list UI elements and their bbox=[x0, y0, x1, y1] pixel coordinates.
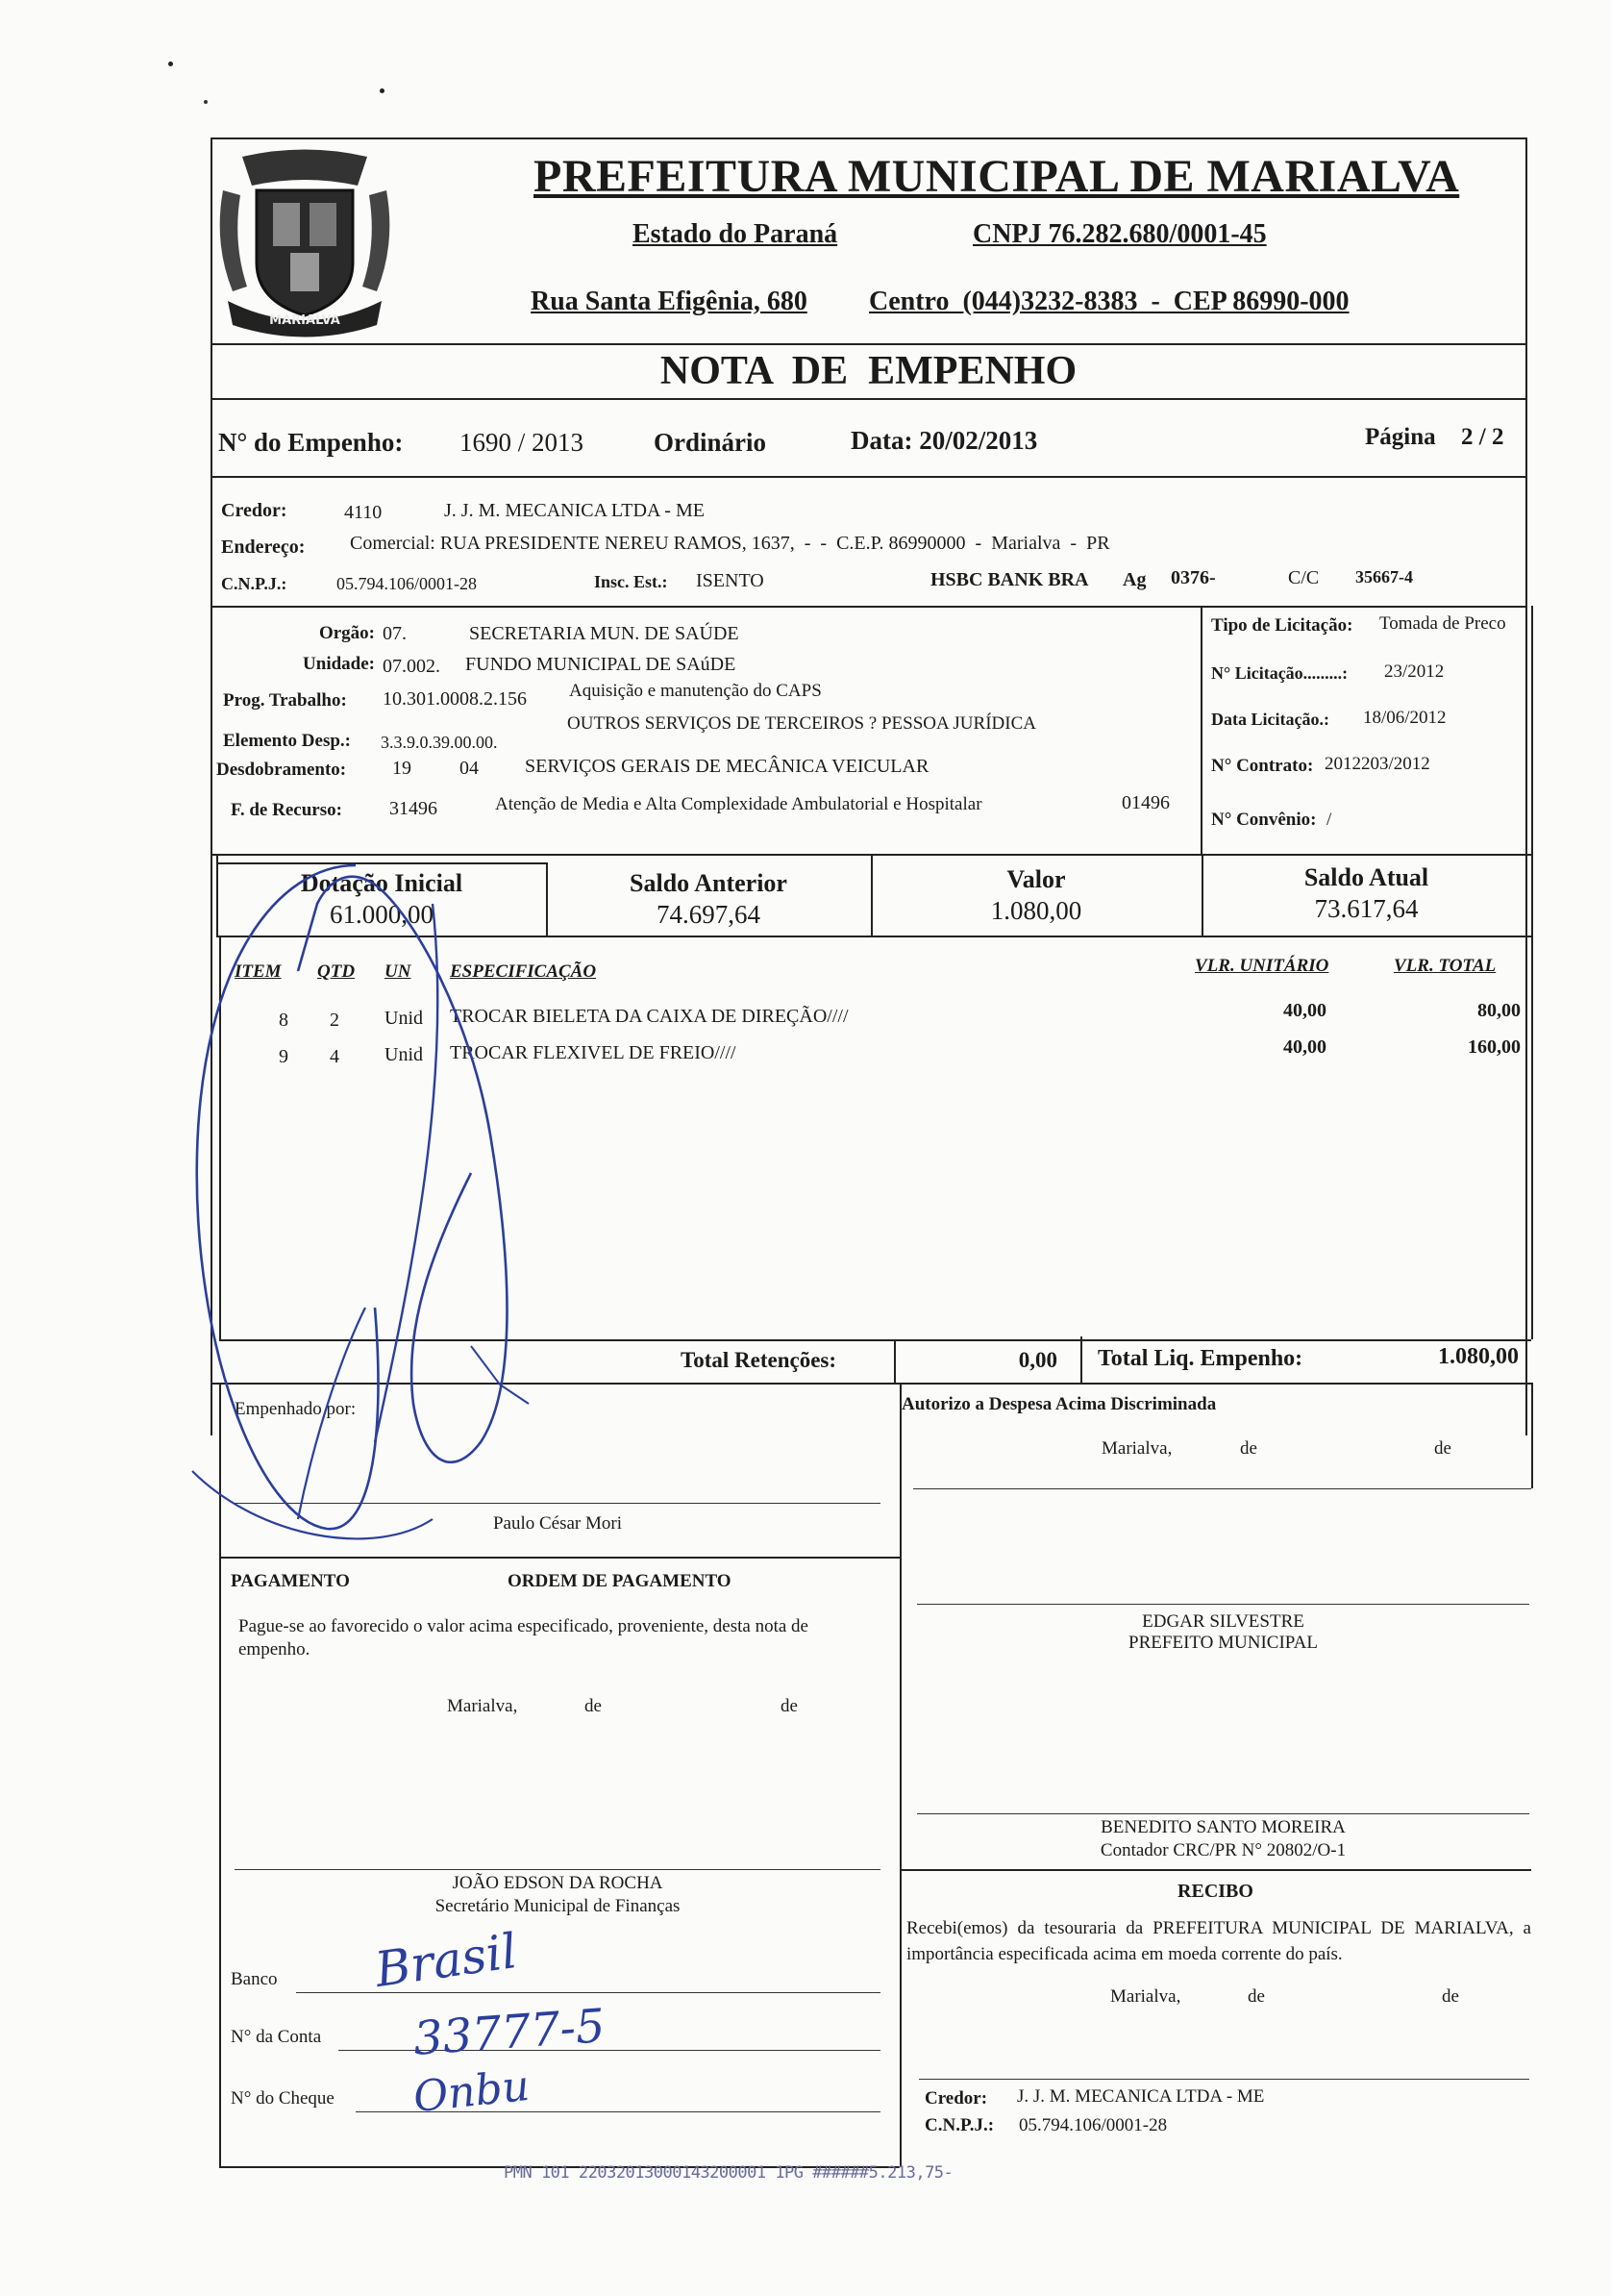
empenho-number: 1690 / 2013 bbox=[459, 428, 584, 457]
footer-code: PMN 101 22032013000143200001 1PG ######5.213,75- bbox=[504, 2163, 954, 2183]
recibo-de-1: de bbox=[1248, 1986, 1265, 2007]
contador-title: Contador CRC/PR N° 20802/O-1 bbox=[1100, 1840, 1347, 1860]
header-address: Rua Santa Efigênia, 680 bbox=[531, 287, 807, 316]
insc-value: ISENTO bbox=[696, 570, 764, 591]
autorizo-de-2: de bbox=[1434, 1438, 1451, 1459]
header-cnpj: CNPJ 76.282.680/0001-45 bbox=[973, 219, 1267, 249]
recibo-label: RECIBO bbox=[1177, 1881, 1253, 1902]
bank-cc-label: C/C bbox=[1288, 567, 1320, 588]
orgao-code: 07. bbox=[383, 623, 407, 644]
insc-label: Insc. Est.: bbox=[594, 572, 668, 591]
conta-handwritten: 33777-5 bbox=[411, 1999, 607, 2066]
item-spec: TROCAR BIELETA DA CAIXA DE DIREÇÃO//// bbox=[450, 1006, 849, 1027]
pagamento-label: PAGAMENTO bbox=[231, 1571, 350, 1591]
contrato-label: N° Contrato: bbox=[1211, 756, 1314, 776]
credor-cnpj: 05.794.106/0001-28 bbox=[336, 574, 477, 593]
unidade-code: 07.002. bbox=[383, 656, 440, 677]
ordem-pagamento-label: ORDEM DE PAGAMENTO bbox=[508, 1571, 731, 1591]
pagamento-de-1: de bbox=[584, 1696, 602, 1716]
banco-label: Banco bbox=[231, 1969, 278, 1989]
licitacao-type-label: Tipo de Licitação: bbox=[1211, 615, 1353, 636]
scan-speck bbox=[168, 62, 173, 66]
saldo-anterior-label: Saldo Anterior bbox=[630, 869, 787, 897]
bank-ag: 0376- bbox=[1171, 567, 1216, 588]
banco-handwritten: Brasil bbox=[371, 1922, 521, 1999]
bank-ag-label: Ag bbox=[1123, 569, 1147, 590]
col-item-header: ITEM bbox=[235, 961, 282, 982]
desdobramento-label: Desdobramento: bbox=[216, 760, 347, 780]
item-unit: Unid bbox=[384, 1008, 423, 1029]
empenhado-label: Empenhado por: bbox=[235, 1399, 357, 1419]
recibo-credor: J. J. M. MECANICA LTDA - ME bbox=[1017, 2086, 1265, 2107]
orgao-name: SECRETARIA MUN. DE SAÚDE bbox=[469, 623, 739, 644]
recurso-code-2: 01496 bbox=[1122, 792, 1170, 813]
contador-name: BENEDITO SANTO MOREIRA bbox=[1101, 1817, 1346, 1837]
desdobramento-sub: 04 bbox=[459, 758, 479, 779]
recurso-code: 31496 bbox=[389, 798, 437, 819]
prog-code: 10.301.0008.2.156 bbox=[383, 688, 527, 710]
item-total: 160,00 bbox=[1468, 1036, 1521, 1058]
item-unit-price: 40,00 bbox=[1283, 1036, 1326, 1058]
valor-label: Valor bbox=[1006, 865, 1066, 893]
prog-label: Prog. Trabalho: bbox=[223, 690, 347, 711]
prefeito-name: EDGAR SILVESTRE bbox=[1142, 1611, 1304, 1632]
col-unit-header: VLR. UNITÁRIO bbox=[1195, 956, 1329, 976]
licitacao-number: 23/2012 bbox=[1384, 661, 1445, 682]
pagamento-text: Pague-se ao favorecido o valor acima especificado, proveniente, desta nota de empenho. bbox=[238, 1616, 808, 1660]
credor-name: J. J. M. MECANICA LTDA - ME bbox=[444, 500, 705, 521]
unidade-name: FUNDO MUNICIPAL DE SAúDE bbox=[465, 654, 736, 675]
saldo-atual-label: Saldo Atual bbox=[1303, 863, 1429, 891]
bank-cc: 35667-4 bbox=[1355, 567, 1413, 586]
credor-cnpj-label: C.N.P.J.: bbox=[221, 574, 287, 593]
empenho-type: Ordinário bbox=[654, 428, 767, 457]
item-unit: Unid bbox=[384, 1044, 423, 1065]
header-state: Estado do Paraná bbox=[632, 219, 838, 249]
pen-signature bbox=[183, 846, 663, 1577]
convenio-value: / bbox=[1326, 810, 1332, 830]
orgao-label: Orgão: bbox=[318, 623, 375, 643]
recibo-cnpj: 05.794.106/0001-28 bbox=[1019, 2115, 1168, 2135]
valor-value: 1.080,00 bbox=[990, 896, 1082, 925]
recurso-label: F. de Recurso: bbox=[231, 800, 342, 820]
credor-label: Credor: bbox=[221, 500, 287, 521]
item-qtd: 2 bbox=[330, 1010, 339, 1031]
licitacao-type: Tomada de Preco bbox=[1379, 613, 1506, 634]
scan-speck bbox=[204, 100, 208, 104]
autorizo-label: Autorizo a Despesa Acima Discriminada bbox=[902, 1394, 1217, 1414]
contrato-number: 2012203/2012 bbox=[1325, 754, 1430, 774]
prog-name: Aquisição e manutenção do CAPS bbox=[569, 681, 822, 701]
recibo-city: Marialva, bbox=[1110, 1986, 1181, 2007]
liquido-label: Total Liq. Empenho: bbox=[1098, 1346, 1303, 1371]
desdobramento-name: SERVIÇOS GERAIS DE MECÂNICA VEICULAR bbox=[525, 756, 929, 777]
credor-code: 4110 bbox=[344, 502, 383, 523]
desdobramento-code: 19 bbox=[392, 758, 411, 779]
autorizo-de-1: de bbox=[1240, 1438, 1257, 1459]
item-number: 8 bbox=[279, 1010, 288, 1031]
col-total-header: VLR. TOTAL bbox=[1394, 956, 1497, 976]
licitacao-date-label: Data Licitação.: bbox=[1211, 710, 1329, 729]
endereco-label: Endereço: bbox=[221, 537, 306, 558]
empenhado-name: Paulo César Mori bbox=[492, 1513, 623, 1534]
item-total: 80,00 bbox=[1477, 1000, 1521, 1021]
recurso-name: Atenção de Media e Alta Complexidade Ambulatorial e Hospitalar bbox=[495, 794, 982, 814]
document-title: NOTA DE EMPENHO bbox=[659, 349, 1078, 393]
scan-speck bbox=[380, 88, 384, 93]
secretario-title: Secretário Municipal de Finanças bbox=[434, 1896, 681, 1916]
liquido-value: 1.080,00 bbox=[1438, 1344, 1519, 1369]
elemento-code: 3.3.9.0.39.00.00. bbox=[381, 733, 498, 752]
col-spec-header: ESPECIFICAÇÃO bbox=[450, 961, 597, 982]
elemento-name: OUTROS SERVIÇOS DE TERCEIROS ? PESSOA JURÍDICA bbox=[567, 713, 1036, 734]
pagamento-de-2: de bbox=[781, 1696, 798, 1716]
credor-address: Comercial: RUA PRESIDENTE NEREU RAMOS, 1637, - - C.E.P. 86990000 - Marialva - PR bbox=[350, 533, 1110, 554]
empenho-number-label: N° do Empenho: bbox=[218, 428, 404, 457]
header-contact: Centro (044)3232-8383 - CEP 86990-000 bbox=[869, 287, 1350, 316]
retencoes-label: Total Retenções: bbox=[681, 1348, 837, 1372]
secretario-name: JOÃO EDSON DA ROCHA bbox=[452, 1873, 663, 1893]
recibo-text: Recebi(emos) da tesouraria da PREFEITURA MUNICIPAL DE MARIALVA, a importância especificada acima em moeda corrente do país. bbox=[906, 1918, 1531, 1964]
recibo-credor-label: Credor: bbox=[925, 2088, 988, 2109]
unidade-label: Unidade: bbox=[303, 654, 375, 674]
page-number: 2 / 2 bbox=[1461, 424, 1504, 450]
item-number: 9 bbox=[279, 1046, 288, 1067]
saldo-atual-value: 73.617,64 bbox=[1314, 894, 1419, 923]
item-qtd: 4 bbox=[330, 1046, 339, 1067]
pagamento-city: Marialva, bbox=[447, 1696, 518, 1716]
page-number-label: Página bbox=[1365, 424, 1436, 450]
coat-of-arms-logo bbox=[213, 147, 396, 344]
convenio-label: N° Convênio: bbox=[1211, 810, 1317, 830]
licitacao-number-label: N° Licitação.........: bbox=[1211, 663, 1349, 683]
conta-label: N° da Conta bbox=[231, 2027, 322, 2047]
cheque-label: N° do Cheque bbox=[231, 2088, 335, 2109]
retencoes-value: 0,00 bbox=[1018, 1348, 1057, 1372]
item-spec: TROCAR FLEXIVEL DE FREIO//// bbox=[450, 1042, 736, 1063]
coat-of-arms-text: MARIALVA bbox=[269, 313, 340, 328]
elemento-label: Elemento Desp.: bbox=[223, 731, 351, 751]
bank-name: HSBC BANK BRA bbox=[930, 569, 1089, 590]
page-title: PREFEITURA MUNICIPAL DE MARIALVA bbox=[533, 151, 1460, 202]
autorizo-city: Marialva, bbox=[1102, 1438, 1173, 1459]
cheque-handwritten: Onbu bbox=[410, 2060, 533, 2123]
col-un-header: UN bbox=[384, 961, 411, 982]
recibo-de-2: de bbox=[1442, 1986, 1459, 2007]
prefeito-title: PREFEITO MUNICIPAL bbox=[1128, 1633, 1318, 1653]
col-qtd-header: QTD bbox=[317, 961, 356, 982]
saldo-anterior-value: 74.697,64 bbox=[657, 900, 760, 929]
licitacao-date: 18/06/2012 bbox=[1363, 708, 1447, 728]
item-unit-price: 40,00 bbox=[1283, 1000, 1326, 1021]
empenho-date: Data: 20/02/2013 bbox=[851, 426, 1038, 455]
recibo-cnpj-label: C.N.P.J.: bbox=[925, 2115, 995, 2135]
dotacao-value: 61.000,00 bbox=[330, 900, 434, 929]
dotacao-label: Dotação Inicial bbox=[300, 869, 463, 897]
